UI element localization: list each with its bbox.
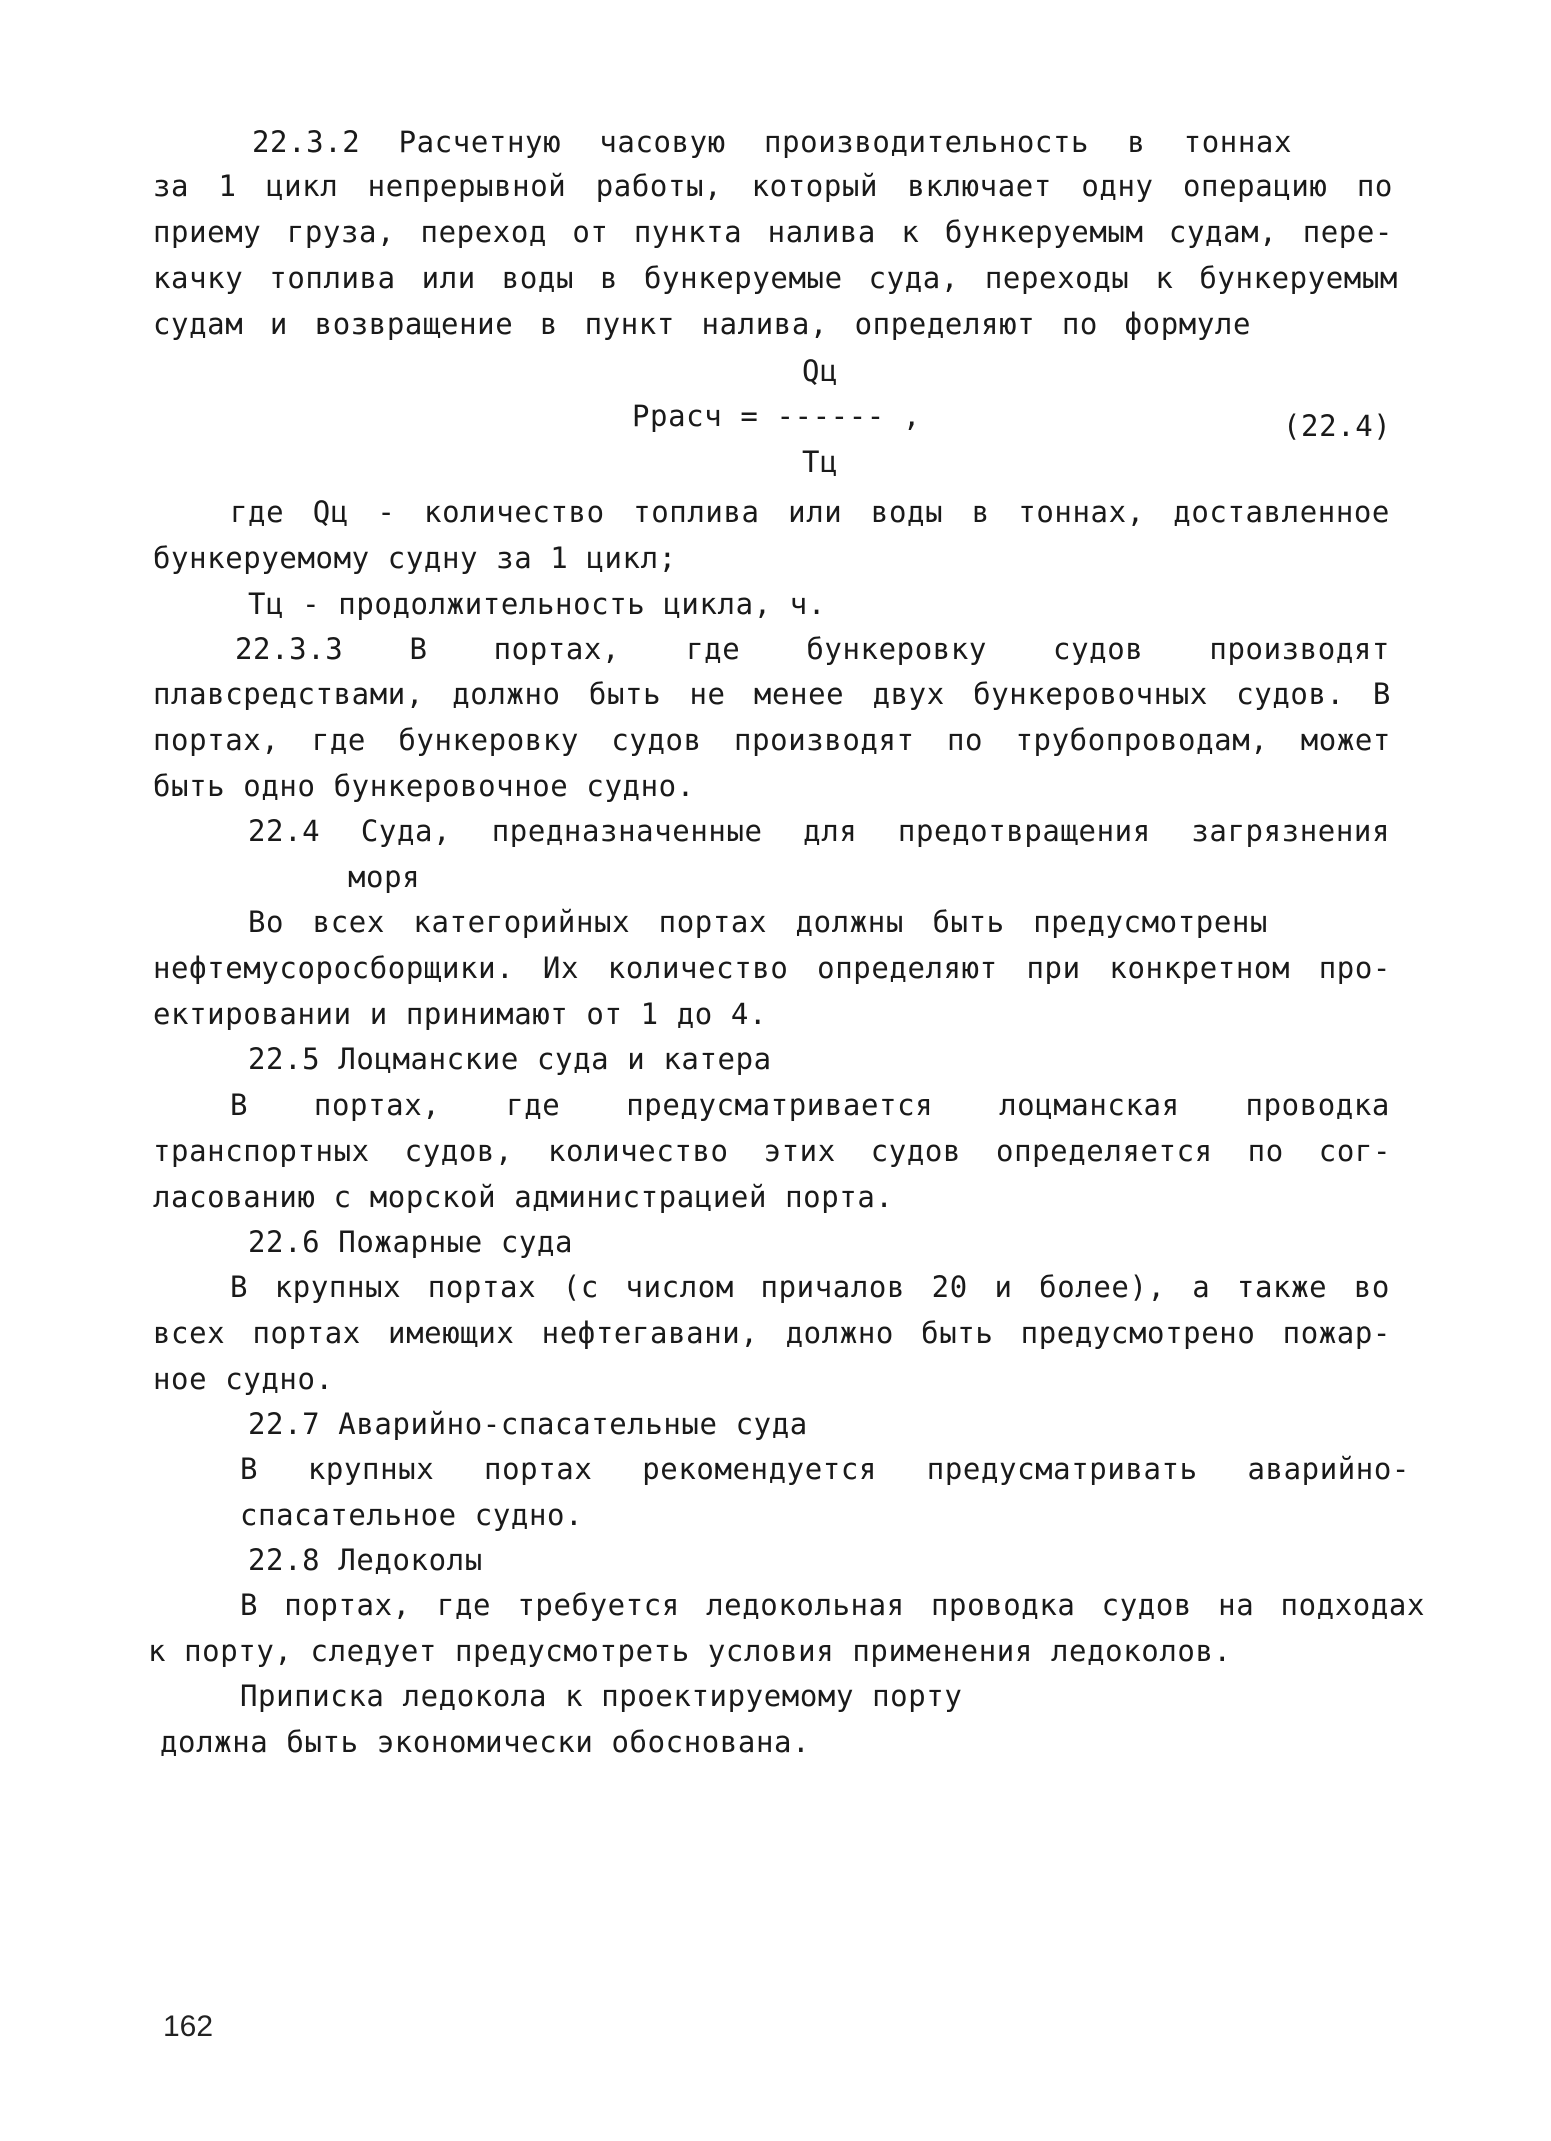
text-line: приему груза, переход от пункта налива к бункеруемым судам, пере- [153, 215, 1393, 249]
section-heading: 22.8 Ледоколы [248, 1543, 483, 1577]
section-heading: 22.4 Суда, предназначенные для предотвращения загрязнения [248, 814, 1390, 848]
text-line: судам и возвращение в пункт налива, определяют по формуле [153, 307, 1251, 341]
text-line: ласованию с морской администрацией порта. [153, 1180, 894, 1214]
formula-numerator: Qц [802, 354, 839, 388]
text-line: В крупных портах (с числом причалов 20 и более), а также во [230, 1270, 1390, 1304]
text-line: В портах, где предусматривается лоцманская проводка [230, 1088, 1390, 1122]
text-line: качку топлива или воды в бункеруемые суда, переходы к бункеруемым [153, 261, 1398, 295]
text-line: Приписка ледокола к проектируемому порту [240, 1679, 963, 1713]
formula-denominator: Тц [802, 445, 839, 479]
section-heading: 22.5 Лоцманские суда и катера [248, 1042, 772, 1076]
text-line: плавсредствами, должно быть не менее двух бункеровочных судов. В [153, 677, 1391, 711]
text-line: всех портах имеющих нефтегавани, должно быть предусмотрено пожар- [153, 1316, 1391, 1350]
page-number: 162 [163, 2010, 214, 2043]
text-line: портах, где бункеровку судов производят по трубопроводам, может [153, 723, 1391, 757]
formula-number: (22.4) [1283, 409, 1392, 443]
text-line: бункеруемому судну за 1 цикл; [153, 541, 677, 575]
text-line: где Qц - количество топлива или воды в тоннах, доставленное [230, 495, 1390, 529]
text-line: нефтемусоросборщики. Их количество определяют при конкретном про- [153, 951, 1391, 985]
formula-expression: Ррасч = ------ , [632, 399, 921, 433]
text-line: ное судно. [153, 1362, 334, 1396]
section-heading: 22.6 Пожарные суда [248, 1225, 574, 1259]
text-line: к порту, следует предусмотреть условия применения ледоколов. [148, 1634, 1232, 1668]
text-line: 22.3.2 Расчетную часовую производительность в тоннах [252, 125, 1292, 159]
text-line: 22.3.3 В портах, где бункеровку судов производят [235, 632, 1390, 666]
text-line: должна быть экономически обоснована. [160, 1725, 811, 1759]
text-line: ектировании и принимают от 1 до 4. [153, 997, 768, 1031]
text-line: Во всех категорийных портах должны быть предусмотрены [248, 905, 1268, 939]
text-line: быть одно бункеровочное судно. [153, 769, 695, 803]
text-line: за 1 цикл непрерывной работы, который включает одну операцию по [153, 169, 1393, 203]
text-line: спасательное судно. [240, 1498, 584, 1532]
text-line: транспортных судов, количество этих судов определяется по сог- [153, 1134, 1391, 1168]
section-heading: 22.7 Аварийно-спасательные суда [248, 1407, 808, 1441]
section-heading: моря [348, 860, 421, 894]
text-line: В портах, где требуется ледокольная проводка судов на подходах [240, 1588, 1425, 1622]
text-line: В крупных портах рекомендуется предусматривать аварийно- [240, 1452, 1410, 1486]
text-line: Тц - продолжительность цикла, ч. [248, 587, 826, 621]
